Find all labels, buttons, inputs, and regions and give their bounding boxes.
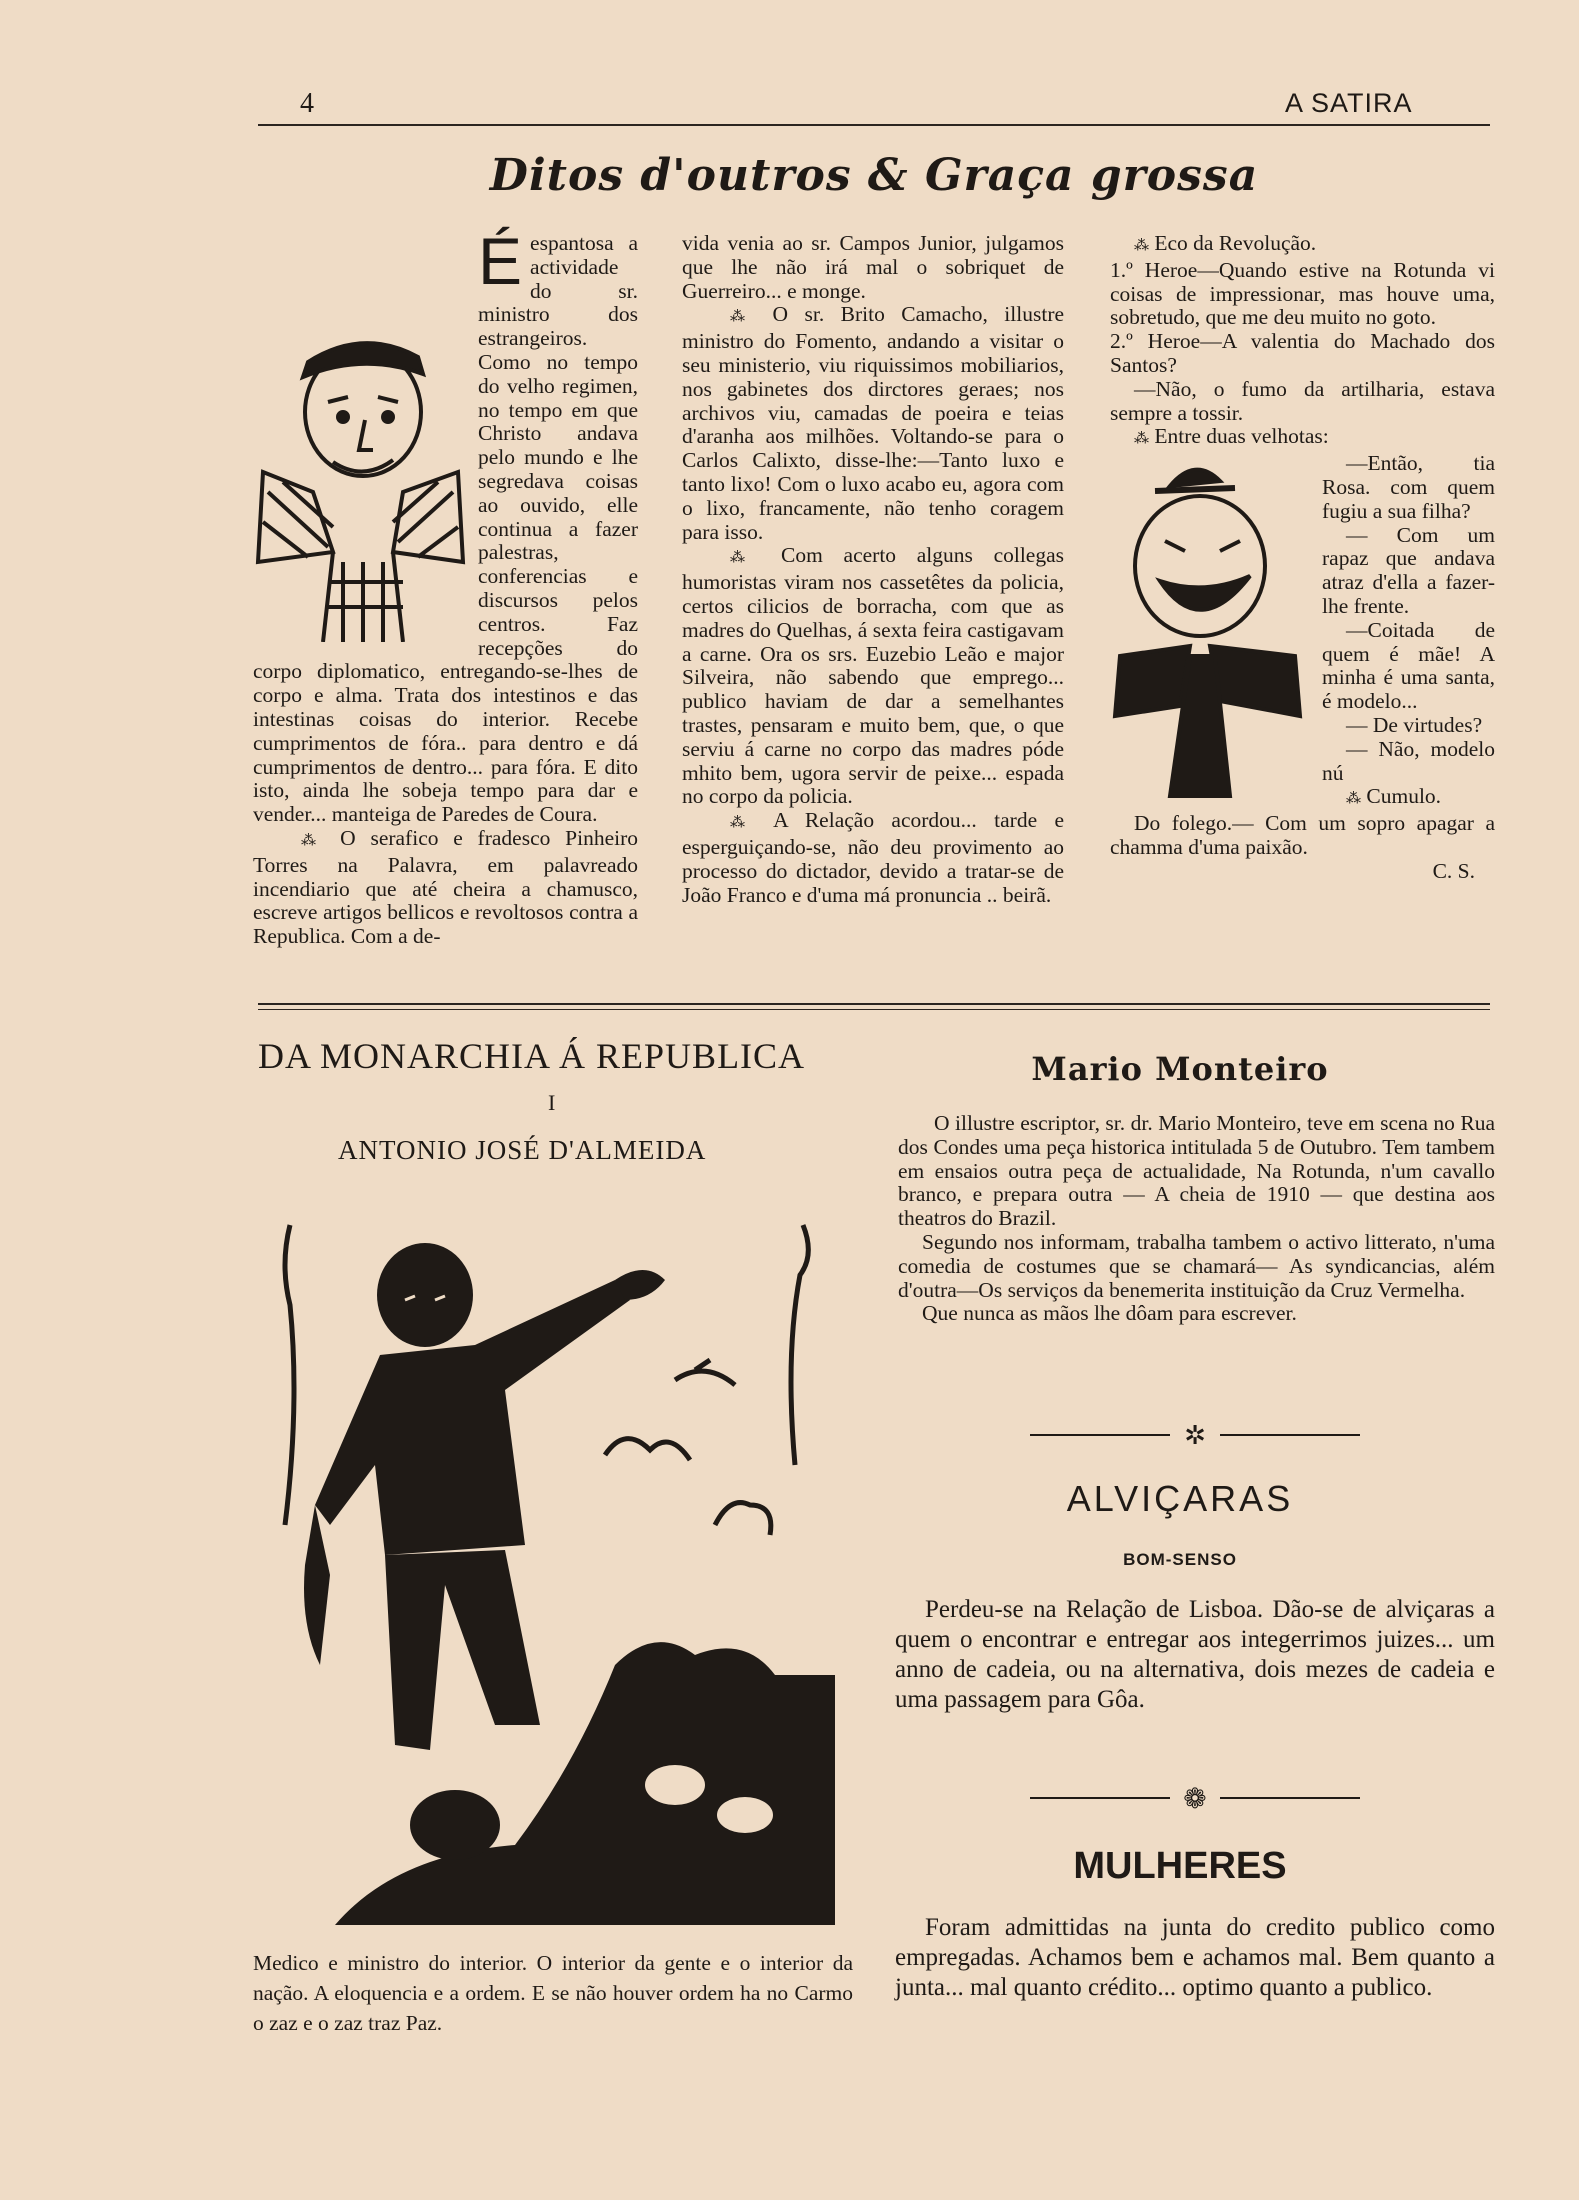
ditos-column-3	[1110, 232, 1495, 884]
page-number: 4	[300, 88, 314, 119]
ditos-column-2	[682, 232, 1064, 907]
signature: C. S.	[1432, 858, 1475, 883]
ditos-paragraph: O serafico e fradesco Pinheiro Torres na Palavra, em palavreado incendiario que até cheira a chamusco, escreve artigos bellicos e revoltosos contra a Republica. Com a de-	[253, 825, 638, 949]
ditos-paragraph: Eco da Revolução.	[1154, 231, 1317, 255]
alvicaras-body: Perdeu-se na Relação de Lisboa. Dão-se de alviçaras a quem o encontrar e entregar aos integerrimos juizes... um anno de cadeia, ou na alternativa, dois mezes de cadeia e uma passagem para Gôa.	[895, 1596, 1495, 1713]
ditos-paragraph: —Coitada de quem é mãe! A minha é uma santa, é modelo...	[1322, 617, 1495, 714]
monarchia-numeral: I	[548, 1090, 556, 1115]
mario-title: Mario Monteiro	[1031, 1050, 1329, 1088]
mulheres-body: Foram admittidas na junta do credito publico como empregadas. Achamos bem e achamos mal. Bem quanto a junta... mal quanto crédito... optimo quanto a publico.	[895, 1914, 1495, 2001]
alvicaras-byline: BOM-SENSO	[1123, 1550, 1237, 1569]
asterism-icon: ⁂	[301, 832, 326, 849]
svg-text:❁: ❁	[1183, 1782, 1207, 1814]
mario-body	[898, 1112, 1495, 1326]
ditos-title: Ditos d'outros & Graça grossa	[489, 150, 1259, 201]
mario-paragraph: Segundo nos informam, trabalha tambem o activo litterato, n'uma comedia de costumes que se chamará— As syndicancias, além d'outra—Os serviços da benemerita instituição da Cruz Vermelha.	[898, 1229, 1495, 1302]
ornament-divider	[1030, 1782, 1360, 1814]
caricature-old-woman	[1110, 456, 1310, 804]
ditos-paragraph: vida venia ao sr. Campos Junior, julgamos que lhe não irá mal o sobriquet de Guerreiro... e monge.	[682, 231, 1064, 303]
ditos-paragraph: O sr. Brito Camacho, illustre ministro do Fomento, andando a visitar o seu ministerio, viu riquissimos mobiliarios, nos gabinetes dos dirctores geraes; nos archivos viu, camadas de poeira e teias d'aranha aos milhões. Voltando-se para o Carlos Calixto, disse-lhe:—Tanto luxo e tanto lixo! Com o luxo acabo eu, agora com o lixo, francamente, não tenho coragem para isso.	[682, 302, 1065, 544]
mario-paragraph: Que nunca as mãos lhe dôam para escrever.	[922, 1301, 1297, 1326]
ditos-paragraph: —Não, o fumo da artilharia, estava sempre a tossir.	[1110, 376, 1495, 425]
ditos-paragraph: Cumulo.	[1366, 784, 1442, 809]
monarchia-subtitle: ANTONIO JOSÉ D'ALMEIDA	[338, 1135, 707, 1165]
ditos-paragraph: — De virtudes?	[1346, 712, 1483, 737]
illustration-almeida	[275, 1205, 835, 1925]
mulheres-title: MULHERES	[1073, 1845, 1287, 1887]
section-rule	[258, 1003, 1490, 1005]
mario-paragraph: O illustre escriptor, sr. dr. Mario Monteiro, teve em scena no Rua dos Condes uma peça historica intitulada 5 de Outubro. Tem tambem em ensaios outra peça de actualidade, Na Rotunda, n'um cavallo branco, e prepara outra — A cheia de 1910 — que destina aos theatros do Brazil.	[898, 1111, 1495, 1231]
svg-text:✲: ✲	[1184, 1421, 1206, 1450]
caricature-minister	[253, 322, 468, 642]
ditos-paragraph: Com acerto alguns collegas humoristas viram nos cassetêtes da policia, certos cilicios de borracha, com que as madres do Quelhas, á sexta feira castigavam a carne. Ora os srs. Euzebio Leão e major Silveira, não sabendo que emprego... publico haviam de dar a semelhantes trastes, pensaram e muito bem, que, o que serviu á carne no corpo das madres póde mhito bem, ugora servir de peixe... espada no corpo da policia.	[682, 543, 1065, 809]
asterism-icon: ⁂	[730, 309, 757, 326]
ditos-paragraph: 1.º Heroe—Quando estive na Rotunda vi coisas de impressionar, mas houve uma, sobretudo, que me deu muito no goto.	[1110, 257, 1495, 330]
section-rule	[258, 1009, 1490, 1010]
ditos-paragraph: — Com um rapaz que andava atraz d'ella a fazer-lhe frente.	[1322, 522, 1495, 618]
illustration-caption: Medico e ministro do interior. O interior da gente e o interior da nação. A eloquencia e a ordem. E se não houver ordem ha no Carmo o zaz e o zaz traz Paz.	[253, 1951, 853, 2035]
asterism-icon: ⁂	[730, 815, 757, 832]
asterism-icon: ⁂	[1346, 791, 1361, 808]
alvicaras-title: ALVIÇARAS	[1066, 1478, 1294, 1519]
ditos-column-1	[253, 224, 638, 949]
publication-name: A SATIRA	[1285, 88, 1413, 118]
ditos-paragraph: espantosa a actividade do sr. ministro dos estrangeiros. Como no tempo do velho regimen, no tempo em que Christo andava pelo mundo e lhe segredava coisas ao ouvido, elle continua a fazer palestras, conferencias e discursos pelos centros. Faz recepções do corpo diplomatico, entregando-se-lhes de corpo e alma. Trata dos intestinos e das intestinas coisas do interior. Recebe cumprimentos de fóra.. para dentro e dá cumprimentos de dentro... para fóra. E dito isto, ainda lhe sobeja tempo para dar e vender... manteiga de Paredes de Coura.	[253, 231, 638, 827]
header-rule	[258, 124, 1490, 126]
ditos-paragraph: Entre duas velhotas:	[1154, 424, 1329, 449]
asterism-icon: ⁂	[1134, 238, 1149, 254]
monarchia-title: DA MONARCHIA Á REPUBLICA	[258, 1036, 806, 1076]
ornament-divider	[1030, 1420, 1360, 1450]
ditos-paragraph: — Não, modelo nú	[1322, 736, 1495, 785]
ditos-paragraph: —Então, tia Rosa. com quem fugiu a sua filha?	[1322, 451, 1495, 523]
asterism-icon: ⁂	[730, 550, 761, 567]
ditos-paragraph: A Relação acordou... tarde e esperguiçando-se, não deu provimento ao processo do dictador, devido a tratar-se de João Franco e d'uma má pronuncia .. beirã.	[682, 808, 1064, 907]
drop-cap: É	[478, 224, 523, 298]
ditos-paragraph: Do folego.— Com um sopro apagar a chamma d'uma paixão.	[1110, 811, 1495, 859]
ditos-paragraph: 2.º Heroe—A valentia do Machado dos Santos?	[1110, 329, 1495, 377]
asterism-icon: ⁂	[1134, 431, 1149, 448]
